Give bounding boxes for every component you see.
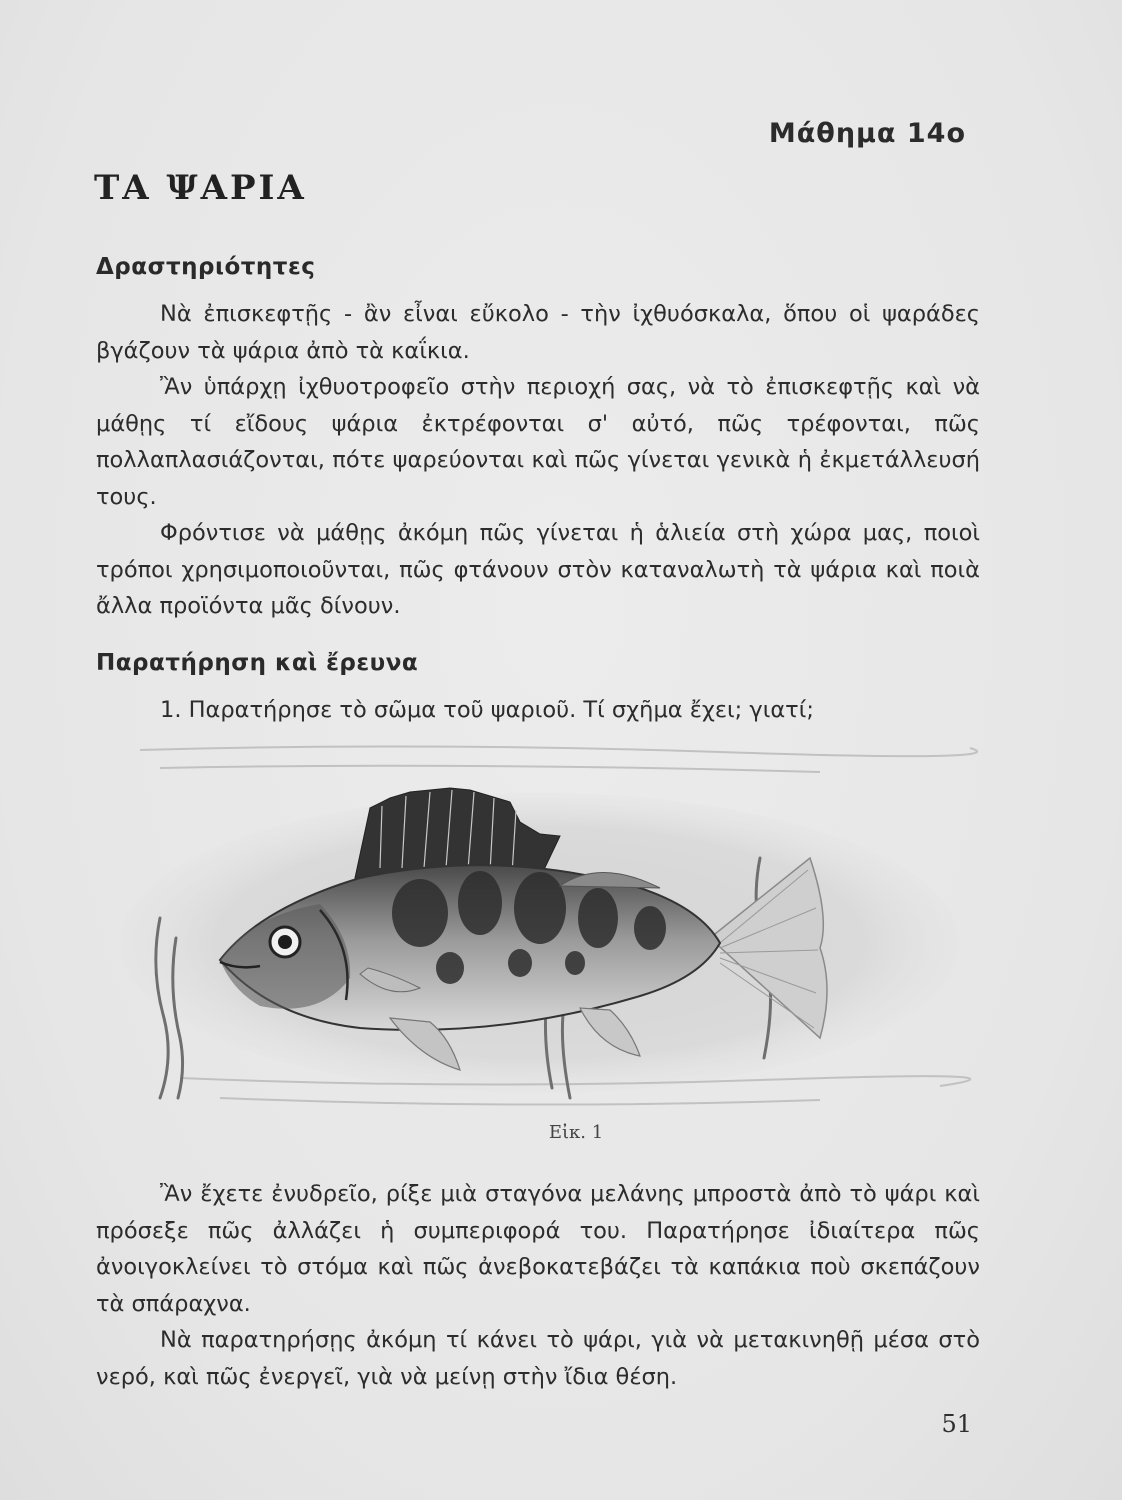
paragraph: Νὰ ἐπισκεφτῇς - ἂν εἶναι εὔκολο - τὴν ἰχθυόσκαλα, ὅπου οἱ ψαράδες βγάζουν τὰ ψάρια ἀπὸ τὰ καΐκια. — [96, 301, 980, 364]
paragraph: 1. Παρατήρησε τὸ σῶμα τοῦ ψαριοῦ. Τί σχῆμα ἔχει; γιατί; — [160, 697, 814, 723]
activities-text — [96, 296, 980, 625]
lesson-number: Μάθημα 14ο — [768, 118, 966, 149]
paragraph: Φρόντισε νὰ μάθῃς ἀκόμη πῶς γίνεται ἡ ἁλιεία στὴ χώρα μας, ποιοὶ τρόποι χρησιμοποιοῦνται, πῶς φτάνουν στὸν καταναλωτὴ τὰ ψάρια καὶ ποιὰ ἄλλα προϊόντα μᾶς δίνουν. — [96, 520, 980, 619]
page-title: ΤΑ ΨΑΡΙΑ — [94, 168, 307, 208]
section-heading-observation: Παρατήρηση καὶ ἔρευνα — [96, 650, 419, 676]
continuation-text — [96, 1176, 980, 1395]
figure-caption: Εἰκ. 1 — [548, 1122, 604, 1143]
observation-text — [96, 692, 980, 729]
section-heading-activities: Δραστηριότητες — [96, 254, 316, 280]
page-number: 51 — [941, 1410, 972, 1438]
fish-illustration — [120, 738, 980, 1118]
paragraph: Ἂν ἔχετε ἐνυδρεῖο, ρίξε μιὰ σταγόνα μελάνης μπροστὰ ἀπὸ τὸ ψάρι καὶ πρόσεξε πῶς ἀλλάζει ἡ συμπεριφορά του. Παρατήρησε ἰδιαίτερα πῶς ἀνοιγοκλείνει τὸ στόμα καὶ πῶς ἀνεβοκατεβάζει τὰ καπάκια ποὺ σκεπάζουν τὰ σπάραχνα. — [96, 1181, 980, 1317]
perch-fish-icon — [120, 738, 980, 1118]
paragraph: Νὰ παρατηρήσῃς ἀκόμη τί κάνει τὸ ψάρι, γιὰ νὰ μετακινηθῇ μέσα στὸ νερό, καὶ πῶς ἐνεργεῖ, γιὰ νὰ μείνῃ στὴν ἴδια θέση. — [96, 1327, 980, 1390]
paragraph: Ἂν ὑπάρχῃ ἰχθυοτροφεῖο στὴν περιοχή σας, νὰ τὸ ἐπισκεφτῇς καὶ νὰ μάθῃς τί εἴδους ψάρια ἐκτρέφονται σ' αὐτό, πῶς τρέφονται, πῶς πολλαπλασιάζονται, πότε ψαρεύονται καὶ πῶς γίνεται γενικὰ ἡ ἐκμετάλλευσή τους. — [96, 374, 980, 510]
